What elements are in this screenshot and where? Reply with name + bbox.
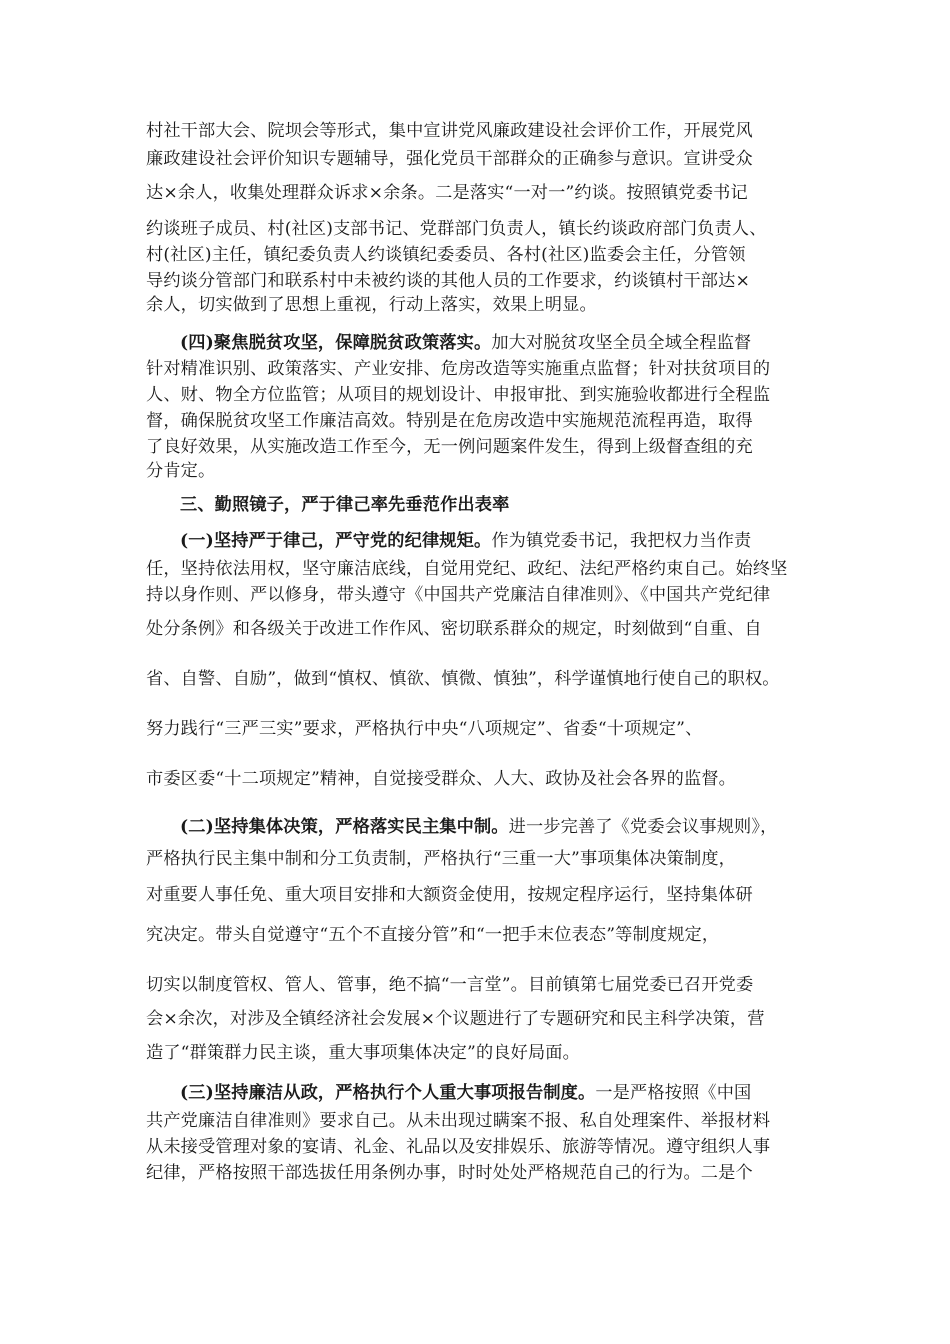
body-text: 任，坚持依法用权，坚守廉洁底线，自觉用党纪、政纪、法纪严格约束自己。始终坚 (146, 559, 788, 579)
paragraph-first-line (180, 1082, 816, 1104)
text-line (146, 884, 816, 906)
body-text: 了良好效果，从实施改造工作至今，无一例问题案件发生，得到上级督查组的充 (146, 437, 753, 457)
text-line (146, 1110, 816, 1132)
text-line (146, 384, 816, 406)
section-heading-text: (三)坚持廉洁从政，严格执行个人重大事项报告制度。 (180, 1083, 596, 1103)
body-text: 市委区委“十二项规定”精神，自觉接受群众、人大、政协及社会各界的监督。 (146, 769, 737, 789)
body-text: 共产党廉洁自律准则》要求自己。从未出现过瞒案不报、私自处理案件、举报材料 (146, 1111, 771, 1131)
body-text: 从未接受管理对象的宴请、礼金、礼品以及安排娱乐、旅游等情况。遵守组织人事 (146, 1137, 771, 1157)
text-line (146, 768, 816, 790)
text-line (146, 460, 816, 482)
body-text: 加大对脱贫攻坚全员全域全程监督 (491, 333, 752, 353)
text-line (146, 120, 816, 142)
body-text: 村(社区)主任，镇纪委负责人约谈镇纪委委员、各村(社区)监委会主任，分管领 (146, 245, 746, 265)
body-text: 督，确保脱贫攻坚工作廉洁高效。特别是在危房改造中实施规范流程再造，取得 (146, 411, 753, 431)
text-line (146, 1136, 816, 1158)
text-line (146, 270, 816, 292)
body-text: 达×余人，收集处理群众诉求×余条。二是落实“一对一”约谈。按照镇党委书记 (146, 183, 748, 203)
body-text: 纪律，严格按照干部选拔任用条例办事，时时处处严格规范自己的行为。二是个 (146, 1163, 753, 1183)
text-line (146, 718, 816, 740)
body-text: 分肯定。 (146, 461, 216, 481)
section-heading-text: (二)坚持集体决策，严格落实民主集中制。 (180, 817, 509, 837)
body-text: 持以身作则、严以修身，带头遵守《中国共产党廉洁自律准则》、《中国共产党纪律 (146, 585, 771, 605)
text-line (146, 148, 816, 170)
text-line (146, 244, 816, 266)
paragraph-first-line (180, 494, 816, 516)
body-text: 约谈班子成员、村(社区)支部书记、党群部门负责人，镇长约谈政府部门负责人、 (146, 219, 767, 239)
body-text: 会×余次，对涉及全镇经济社会发展×个议题进行了专题研究和民主科学决策，营 (146, 1009, 765, 1029)
text-line (146, 558, 816, 580)
body-text: 人、财、物全方位监管；从项目的规划设计、申报审批、到实施验收都进行全程监 (146, 385, 771, 405)
text-line (146, 436, 816, 458)
paragraph-first-line (180, 332, 816, 354)
text-line (146, 358, 816, 380)
body-text: 努力践行“三严三实”要求，严格执行中央“八项规定”、省委“十项规定”、 (146, 719, 703, 739)
text-line (146, 182, 816, 204)
text-line (146, 218, 816, 240)
body-text: 导约谈分管部门和联系村中未被约谈的其他人员的工作要求，约谈镇村干部达× (146, 271, 751, 291)
body-text: 针对精准识别、政策落实、产业安排、危房改造等实施重点监督；针对扶贫项目的 (146, 359, 771, 379)
text-line (146, 924, 816, 946)
body-text: 作为镇党委书记，我把权力当作责 (491, 531, 752, 551)
body-text: 造了“群策群力民主谈，重大事项集体决定”的良好局面。 (146, 1043, 580, 1063)
text-line (146, 618, 816, 640)
body-text: 进一步完善了《党委会议事规则》， (508, 817, 778, 837)
body-text: 切实以制度管权、管人、管事，绝不搞“一言堂”。目前镇第七届党委已召开党委 (146, 975, 754, 995)
paragraph-first-line (180, 816, 816, 838)
text-line (146, 294, 816, 316)
text-line (146, 974, 816, 996)
paragraph-first-line (180, 530, 816, 552)
body-text: 究决定。带头自觉遵守“五个不直接分管”和“一把手末位表态”等制度规定， (146, 925, 720, 945)
text-line (146, 1162, 816, 1184)
section-heading-text: (四)聚焦脱贫攻坚，保障脱贫政策落实。 (180, 333, 492, 353)
body-text: 严格执行民主集中制和分工负责制，严格执行“三重一大”事项集体决策制度， (146, 849, 737, 869)
body-text: 一是严格按照《中国 (595, 1083, 752, 1103)
text-line (146, 410, 816, 432)
body-text: 处分条例》和各级关于改进工作作风、密切联系群众的规定，时刻做到“自重、自 (146, 619, 762, 639)
section-heading-text: 三、勤照镜子，严于律己率先垂范作出表率 (180, 495, 510, 515)
text-line (146, 584, 816, 606)
body-text: 余人，切实做到了思想上重视，行动上落实，效果上明显。 (146, 295, 597, 315)
text-line (146, 1042, 816, 1064)
body-text: 省、自警、自励”，做到“慎权、慎欲、慎微、慎独”，科学谨慎地行使自己的职权。 (146, 669, 780, 689)
text-line (146, 848, 816, 870)
text-line (146, 1008, 816, 1030)
text-line (146, 668, 816, 690)
body-text: 对重要人事任免、重大项目安排和大额资金使用，按规定程序运行，坚持集体研 (146, 885, 753, 905)
body-text: 村社干部大会、院坝会等形式，集中宣讲党风廉政建设社会评价工作，开展党风 (146, 121, 753, 141)
body-text: 廉政建设社会评价知识专题辅导，强化党员干部群众的正确参与意识。宣讲受众 (146, 149, 753, 169)
section-heading-text: (一)坚持严于律己，严守党的纪律规矩。 (180, 531, 492, 551)
